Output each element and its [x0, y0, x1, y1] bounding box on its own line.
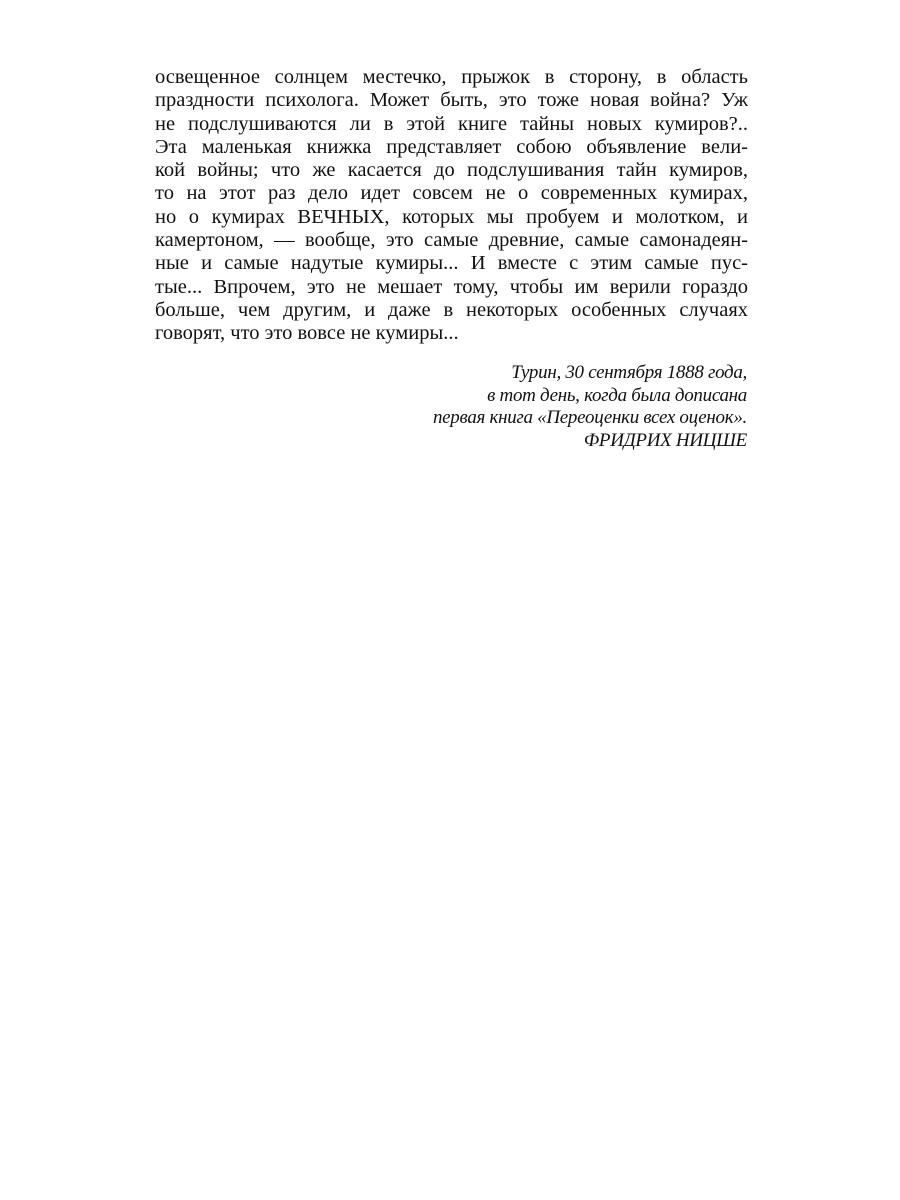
- signature-context: в тот день, когда была дописана: [487, 384, 747, 406]
- text-line: праздности психолога. Может быть, это тоже новая война? Уж: [155, 89, 748, 112]
- text-line: тые... Впрочем, это не мешает тому, чтобы им верили гораздо: [155, 275, 748, 298]
- text-line: ные и самые надутые кумиры... И вместе с этим самые пус-: [155, 252, 748, 275]
- text-line: Эта маленькая книжка представляет собою объявление вели-: [155, 135, 748, 158]
- text-line: больше, чем другим, и даже в некоторых особенных случаях: [155, 298, 748, 321]
- signature-place-date: Турин, 30 сентября 1888 года,: [511, 362, 747, 383]
- body-text: [155, 66, 748, 346]
- text-line: не подслушиваются ли в этой книге тайны новых кумиров?..: [155, 112, 748, 135]
- text-line: но о кумирах ВЕЧНЫХ, которых мы пробуем и молотком, и: [155, 205, 748, 228]
- text-line: камертоном, — вообще, это самые древние, самые самонадеян-: [155, 229, 748, 252]
- text-line: говорят, что это вовсе не кумиры...: [155, 322, 459, 345]
- text-line: то на этот раз дело идет совсем не о современных кумирах,: [155, 182, 748, 205]
- signature-block: [247, 362, 747, 452]
- signature-author: ФРИДРИХ НИЦШЕ: [583, 429, 747, 451]
- signature-book: первая книга «Переоценки всех оценок».: [432, 407, 747, 428]
- text-line: освещенное солнцем местечко, прыжок в сторону, в область: [155, 66, 748, 88]
- text-line: кой войны; что же касается до подслушивания тайн кумиров,: [155, 159, 748, 182]
